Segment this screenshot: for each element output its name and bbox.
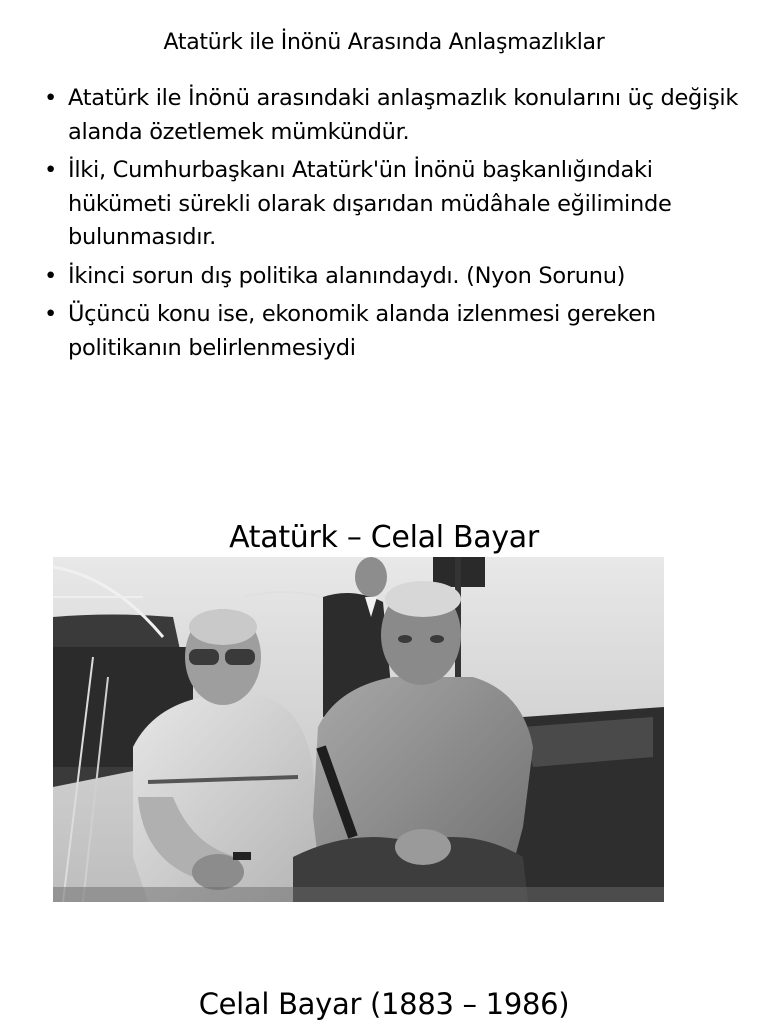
bullet-text: Üçüncü konu ise, ekonomik alanda izlenmesi gereken politikanın belirlenmesiydi (68, 301, 656, 361)
photo-illustration (53, 557, 664, 902)
bullet-item (40, 260, 740, 294)
historical-photo (53, 557, 664, 902)
bullet-dot: • (44, 157, 57, 183)
bullet-text: İlki, Cumhurbaşkanı Atatürk'ün İnönü başkanlığındaki hükümeti sürekli olarak dışarıdan müdâhale eğiliminde bulunmasıdır. (68, 157, 672, 250)
bullet-text: İkinci sorun dış politika alanındaydı. (Nyon Sorunu) (68, 262, 626, 289)
bullet-item (40, 82, 740, 149)
bullet-item (40, 154, 740, 255)
bullet-dot: • (44, 301, 57, 327)
bullet-text: Atatürk ile İnönü arasındaki anlaşmazlık konularını üç değişik alanda özetlemek mümkündür. (68, 85, 739, 145)
bullet-dot: • (44, 85, 57, 111)
photo-caption-dates: Celal Bayar (1883 – 1986) (198, 987, 570, 1021)
bullet-list (40, 82, 740, 370)
slide-title: Atatürk ile İnönü Arasında Anlaşmazlıklar (163, 30, 605, 55)
photo-caption-title: Atatürk – Celal Bayar (229, 520, 539, 555)
bullet-dot: • (44, 262, 57, 289)
bullet-item (40, 298, 740, 365)
